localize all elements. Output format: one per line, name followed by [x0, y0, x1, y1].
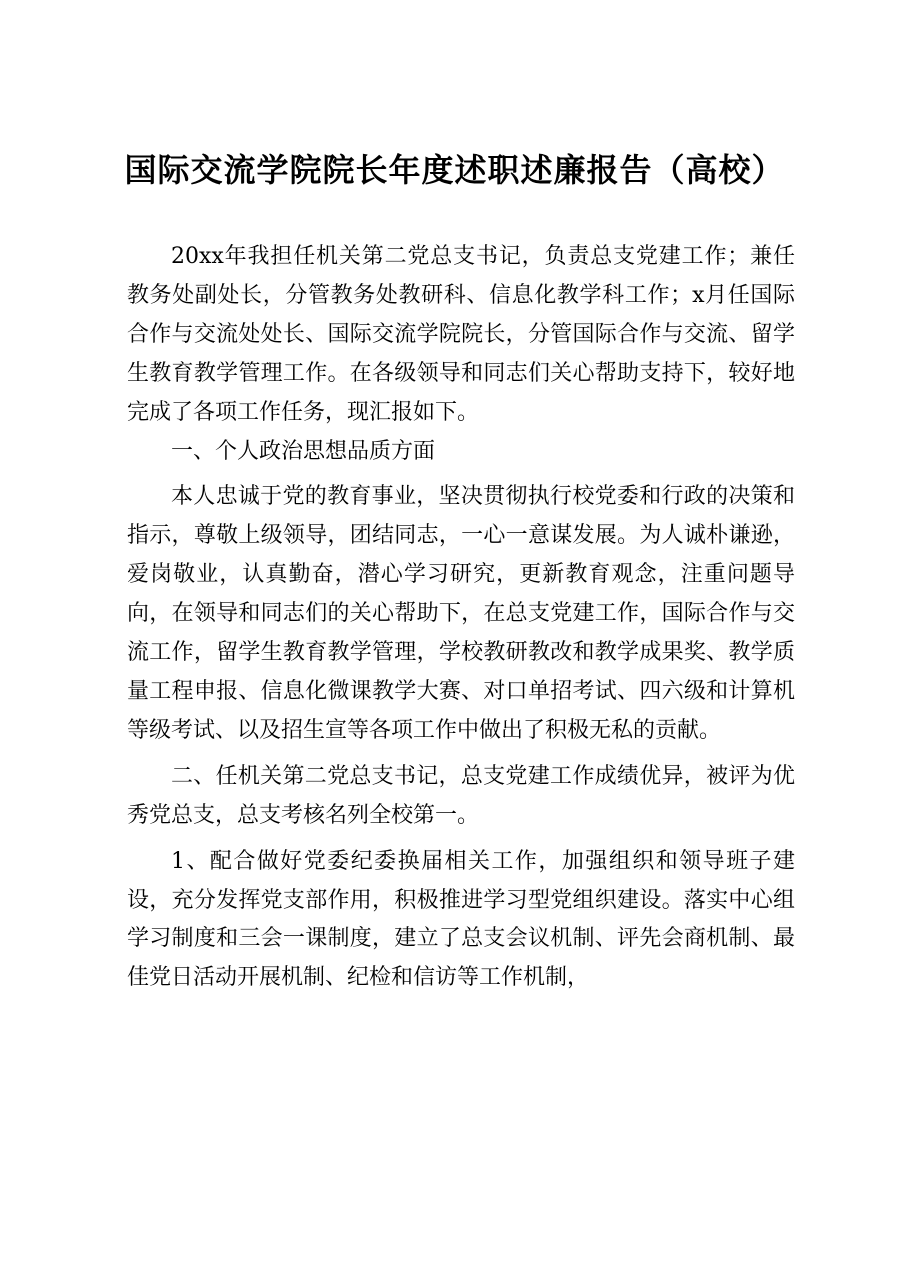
document-body — [127, 238, 795, 998]
document-title: 国际交流学院院长年度述职述廉报告（高校） — [124, 151, 785, 189]
paragraph-item-1: 1、配合做好党委纪委换届相关工作，加强组织和领导班子建设，充分发挥党支部作用，积极推进学习型党组织建设。落实中心组学习制度和三会一课制度，建立了总支会议机制、评先会商机制、最佳党日活动开展机制、纪检和信访等工作机制， — [127, 848, 795, 991]
section-heading-2: 二、任机关第二党总支书记，总支党建工作成绩优异，被评为优秀党总支，总支考核名列全校第一。 — [127, 763, 795, 828]
paragraph-political: 本人忠诚于党的教育事业，坚决贯彻执行校党委和行政的决策和指示，尊敬上级领导，团结同志，一心一意谋发展。为人诚朴谦逊，爱岗敬业，认真勤奋，潜心学习研究，更新教育观念，注重问题导向，在领导和同志们的关心帮助下，在总支党建工作，国际合作与交流工作，留学生教育教学管理，学校教研教改和教学成果奖、教学质量工程申报、信息化微课教学大赛、对口单招考试、四六级和计算机等级考试、以及招生宣等各项工作中做出了积极无私的贡献。 — [127, 484, 795, 743]
paragraph-intro: 20xx年我担任机关第二党总支书记，负责总支党建工作；兼任教务处副处长，分管教务处教研科、信息化教学科工作；x月任国际合作与交流处处长、国际交流学院院长，分管国际合作与交流、留学生教育教学管理工作。在各级领导和同志们关心帮助支持下，较好地完成了各项工作任务，现汇报如下。 — [127, 244, 795, 425]
section-heading-1: 一、个人政治思想品质方面 — [171, 438, 436, 464]
